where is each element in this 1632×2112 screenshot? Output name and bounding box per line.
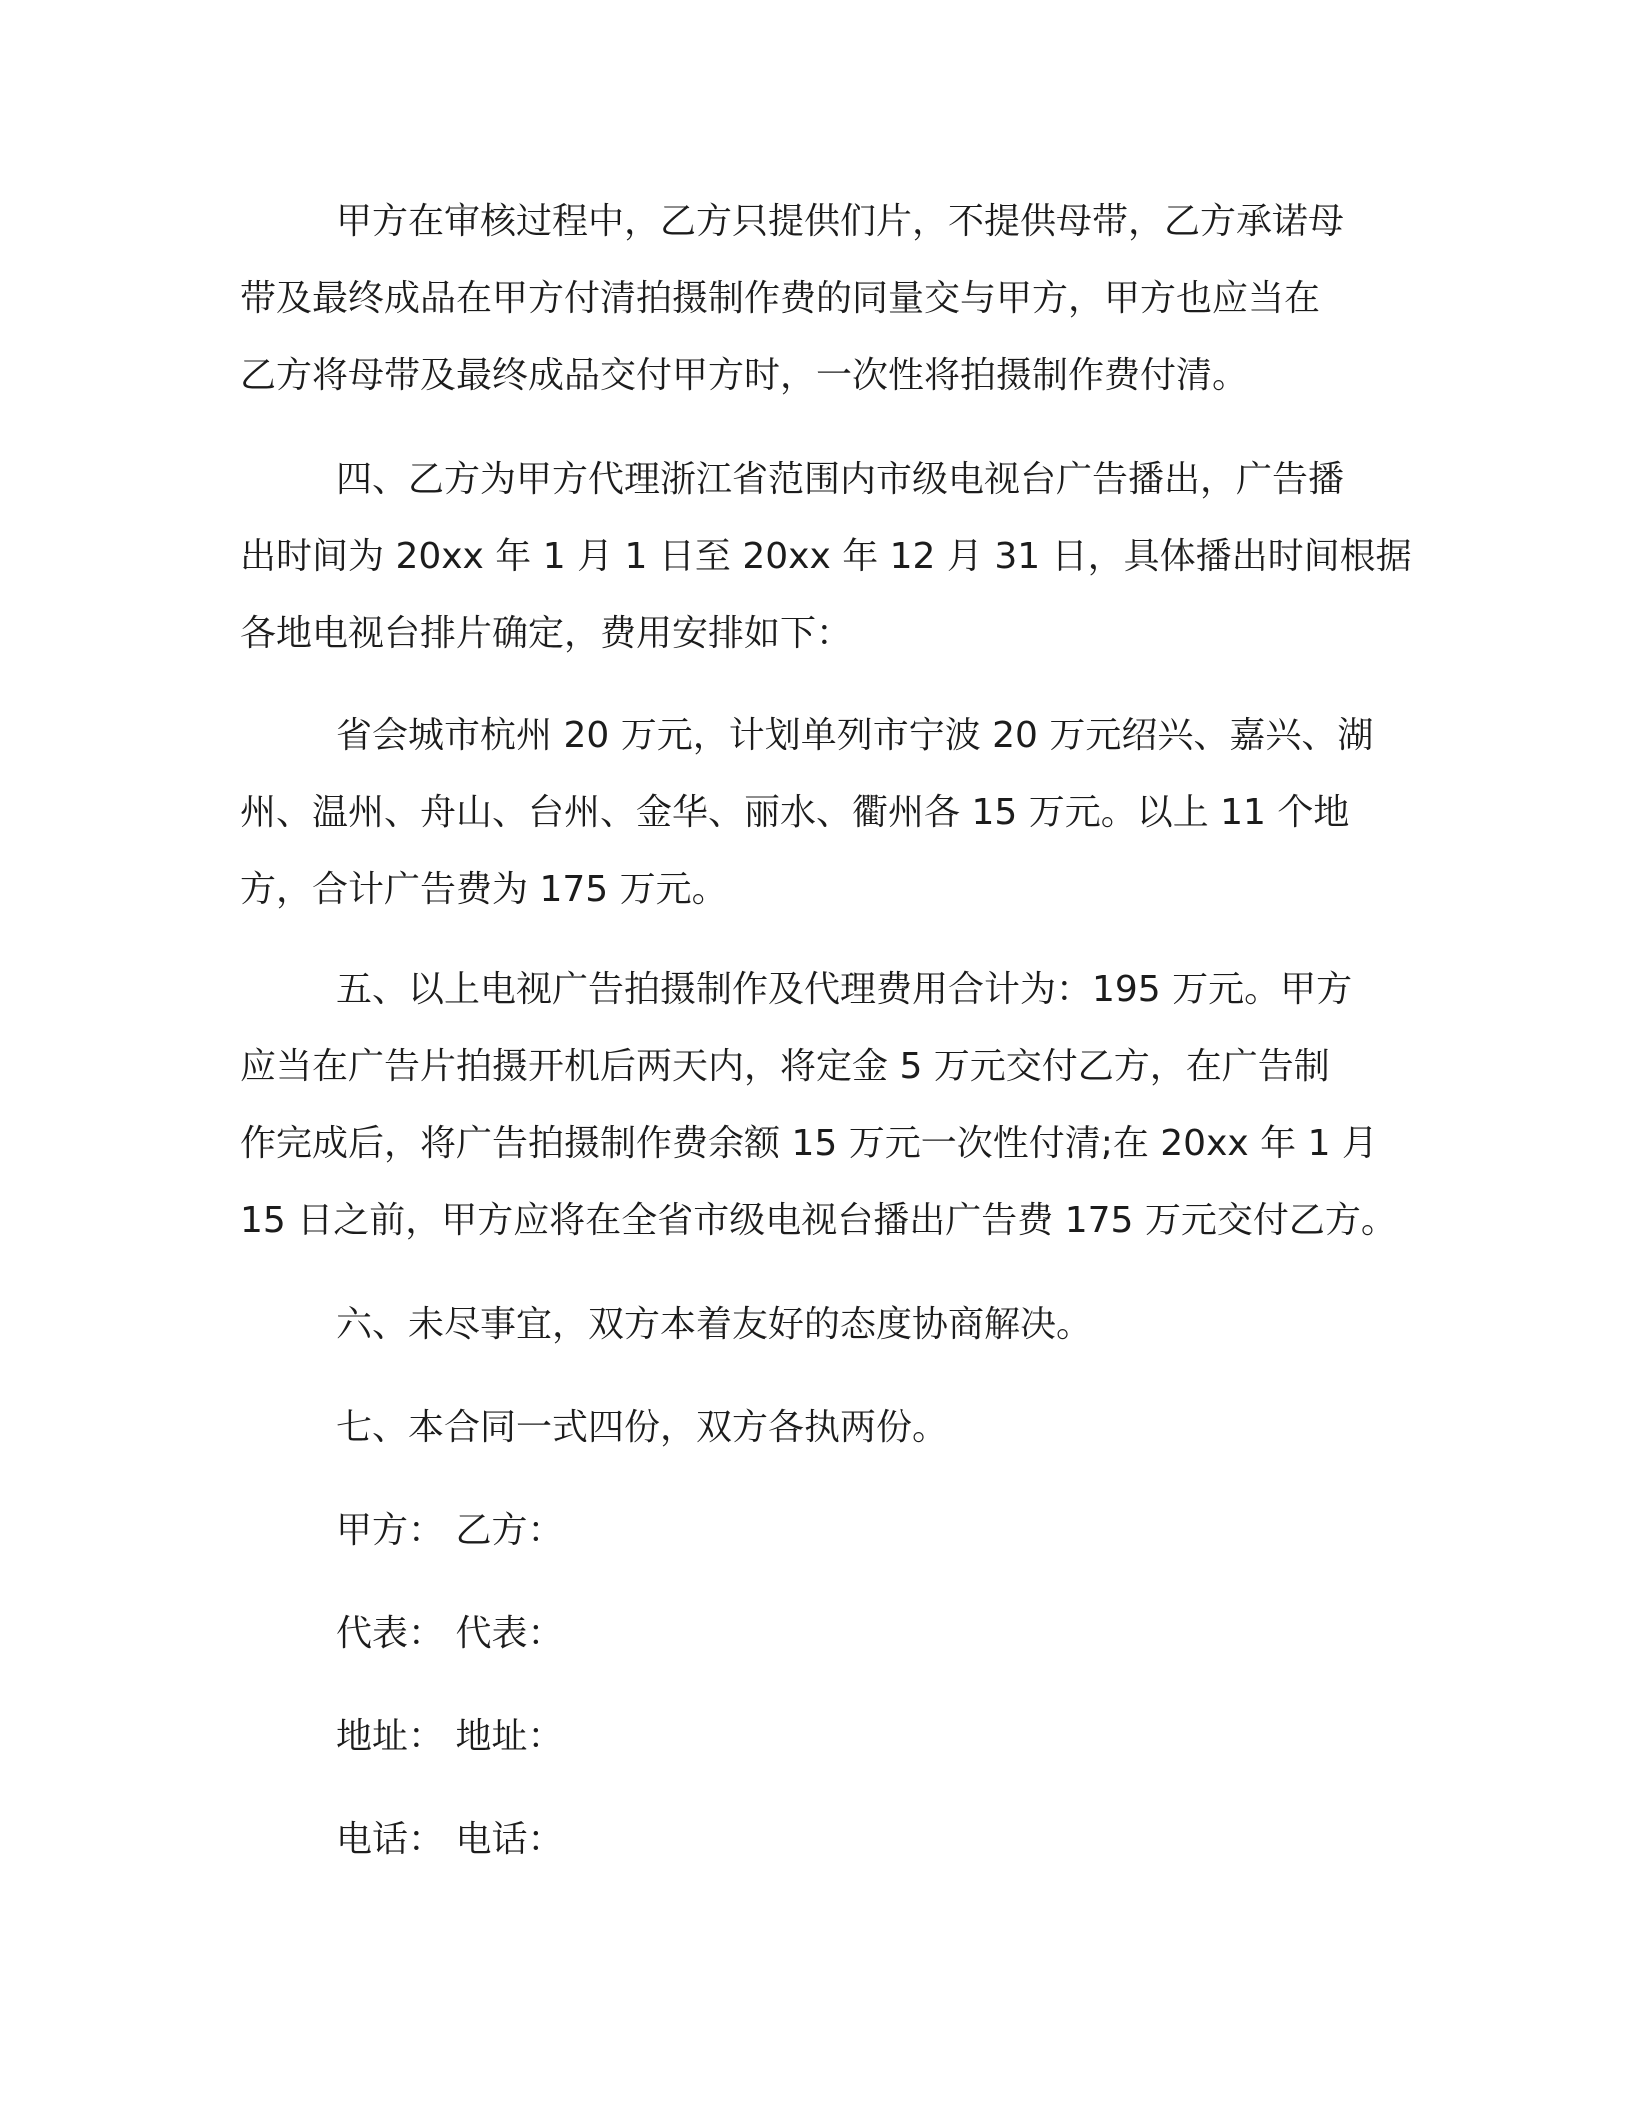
paragraph-fee-breakdown	[240, 697, 1440, 928]
signature-address-line	[240, 1698, 1440, 1775]
paragraph-line: 七、本合同一式四份，双方各执两份。	[336, 1407, 949, 1448]
paragraph-line: 各地电视台排片确定，费用安排如下：	[240, 613, 853, 654]
paragraph-master-tape-delivery	[240, 183, 1440, 414]
paragraph-line: 应当在广告片拍摄开机后两天内，将定金 5 万元交付乙方，在广告制	[240, 1046, 1330, 1087]
signature-field-label: 电话： 电话：	[336, 1819, 564, 1860]
paragraph-clause-7	[240, 1389, 1440, 1466]
signature-field-label: 地址： 地址：	[336, 1716, 564, 1757]
paragraph-line: 出时间为 20xx 年 1 月 1 日至 20xx 年 12 月 31 日，具体播出时间根据	[240, 536, 1412, 577]
paragraph-line: 15 日之前，甲方应将在全省市级电视台播出广告费 175 万元交付乙方。	[240, 1200, 1397, 1241]
paragraph-line: 州、温州、舟山、台州、金华、丽水、衢州各 15 万元。以上 11 个地	[240, 792, 1350, 833]
paragraph-line: 省会城市杭州 20 万元，计划单列市宁波 20 万元绍兴、嘉兴、湖	[336, 715, 1374, 756]
paragraph-line: 四、乙方为甲方代理浙江省范围内市级电视台广告播出，广告播	[336, 459, 1345, 500]
paragraph-line: 带及最终成品在甲方付清拍摄制作费的同量交与甲方，甲方也应当在	[240, 278, 1321, 319]
paragraph-line: 乙方将母带及最终成品交付甲方时，一次性将拍摄制作费付清。	[240, 355, 1249, 396]
paragraph-clause-6	[240, 1286, 1440, 1363]
paragraph-line: 方，合计广告费为 175 万元。	[240, 869, 728, 910]
paragraph-line: 甲方在审核过程中，乙方只提供们片，不提供母带，乙方承诺母	[336, 201, 1345, 242]
signature-field-label: 代表： 代表：	[336, 1613, 564, 1654]
signature-party-line	[240, 1492, 1440, 1569]
signature-phone-line	[240, 1801, 1440, 1878]
paragraph-line: 作完成后，将广告拍摄制作费余额 15 万元一次性付清;在 20xx 年 1 月	[240, 1123, 1378, 1164]
paragraph-clause-5	[240, 951, 1440, 1259]
paragraph-line: 五、以上电视广告拍摄制作及代理费用合计为：195 万元。甲方	[336, 969, 1353, 1010]
signature-field-label: 甲方： 乙方：	[336, 1510, 564, 1551]
paragraph-line: 六、未尽事宜，双方本着友好的态度协商解决。	[336, 1304, 1093, 1345]
paragraph-clause-4	[240, 441, 1440, 672]
signature-representative-line	[240, 1595, 1440, 1672]
